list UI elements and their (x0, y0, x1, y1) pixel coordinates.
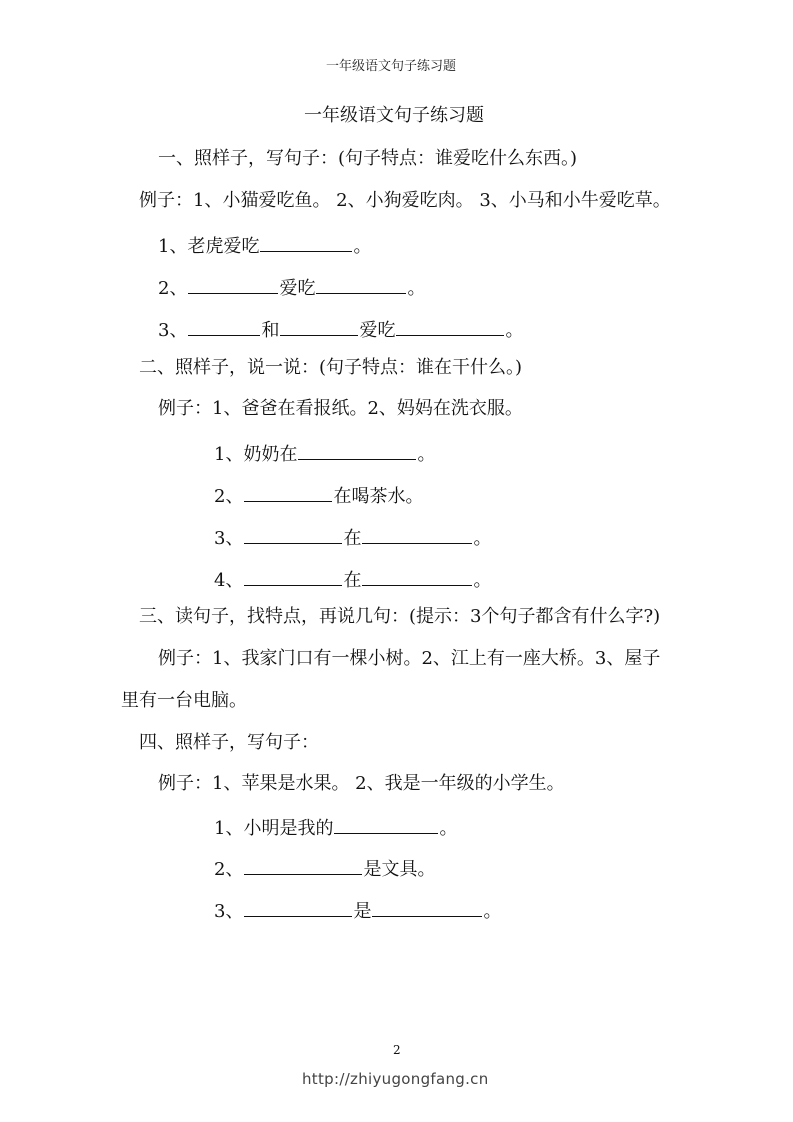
s1-question-2 (158, 273, 425, 301)
s4-q3-end: 。 (483, 901, 502, 922)
answer-blank[interactable] (188, 315, 260, 336)
answer-blank[interactable] (244, 481, 332, 502)
section-1-heading: 一、照样子，写句子：(句子特点：谁爱吃什么东西。) (158, 148, 578, 169)
s1-q2-verb: 爱吃 (279, 278, 316, 299)
s2-q4-number: 4、 (214, 570, 244, 591)
page-number: 2 (393, 1043, 401, 1057)
s4-q3-number: 3、 (214, 901, 244, 922)
s2-q4-at: 在 (343, 570, 362, 591)
s1-q1-prompt: 1、老虎爱吃 (158, 236, 260, 257)
answer-blank[interactable] (362, 523, 472, 544)
answer-blank[interactable] (188, 273, 278, 294)
s2-q3-number: 3、 (214, 528, 244, 549)
s2-q1-end: 。 (417, 444, 436, 465)
s1-q3-number: 3、 (158, 320, 188, 341)
answer-blank[interactable] (362, 565, 472, 586)
answer-blank[interactable] (396, 315, 504, 336)
footer-url[interactable]: http://zhiyugongfang.cn (302, 1070, 489, 1088)
answer-blank[interactable] (244, 523, 342, 544)
s4-q1-prompt: 1、小明是我的 (214, 818, 334, 839)
s1-q2-end: 。 (407, 278, 426, 299)
s2-question-4 (214, 565, 491, 593)
running-header: 一年级语文句子练习题 (326, 59, 457, 74)
section-3-example-line-2: 里有一台电脑。 (121, 690, 247, 711)
answer-blank[interactable] (372, 896, 482, 917)
s2-q4-end: 。 (473, 570, 492, 591)
s2-q1-prompt: 1、奶奶在 (214, 444, 298, 465)
s4-q2-number: 2、 (214, 859, 244, 880)
section-3-example-line-1: 例子：1、我家门口有一棵小树。2、江上有一座大桥。3、屋子 (158, 648, 661, 669)
s4-question-1 (214, 813, 457, 841)
s1-q2-number: 2、 (158, 278, 188, 299)
s1-q1-end: 。 (353, 236, 372, 257)
s1-q3-verb: 爱吃 (359, 320, 396, 341)
section-4-example: 例子：1、苹果是水果。 2、我是一年级的小学生。 (158, 773, 565, 794)
s4-question-2 (214, 854, 435, 882)
page-title: 一年级语文句子练习题 (304, 105, 484, 126)
s2-q2-rest: 在喝茶水。 (333, 486, 424, 507)
section-1-example: 例子：1、小猫爱吃鱼。 2、小狗爱吃肉。 3、小马和小牛爱吃草。 (139, 190, 671, 211)
s4-question-3 (214, 896, 501, 924)
s1-q3-and: 和 (261, 320, 280, 341)
s2-question-1 (214, 439, 435, 467)
s2-question-2 (214, 481, 423, 509)
section-4-heading: 四、照样子，写句子： (139, 732, 319, 753)
s4-q3-is: 是 (353, 901, 372, 922)
section-3-heading: 三、读句子，找特点，再说几句：(提示：3个句子都含有什么字?) (139, 606, 661, 627)
answer-blank[interactable] (244, 854, 362, 875)
s2-q2-number: 2、 (214, 486, 244, 507)
answer-blank[interactable] (244, 565, 342, 586)
s2-q3-at: 在 (343, 528, 362, 549)
answer-blank[interactable] (260, 231, 352, 252)
answer-blank[interactable] (244, 896, 352, 917)
answer-blank[interactable] (280, 315, 358, 336)
s4-q2-rest: 是文具。 (363, 859, 436, 880)
s2-q3-end: 。 (473, 528, 492, 549)
answer-blank[interactable] (334, 813, 438, 834)
s4-q1-end: 。 (439, 818, 458, 839)
section-2-heading: 二、照样子，说一说：(句子特点：谁在干什么。) (139, 357, 523, 378)
s1-question-1 (158, 231, 371, 259)
s2-question-3 (214, 523, 491, 551)
section-2-example: 例子：1、爸爸在看报纸。2、妈妈在洗衣服。 (158, 398, 523, 419)
s1-q3-end: 。 (505, 320, 524, 341)
s1-question-3 (158, 315, 523, 343)
answer-blank[interactable] (298, 439, 416, 460)
answer-blank[interactable] (316, 273, 406, 294)
